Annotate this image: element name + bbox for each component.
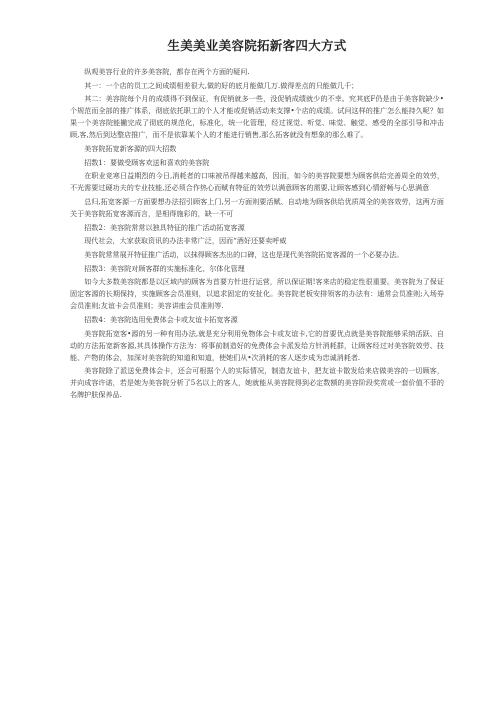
paragraph: 纵观美容行业的许多美容院，都存在两个方面的疑问. [84, 67, 250, 76]
paragraph: 美容院拓宽客•源的另一种有用办法,就是充分利用免物体会卡或友谊卡,它的首要优点就是美容院能够采纳活跃、自动的方法拓宽新客源,其具体操作方法为：将事前制造好的免费体会卡派发给方针消耗群，让顾客经过对美容院效劳、技能、产物的体会，加深对美容院的知道和知道，使她们从•次消耗的客人逐步成为忠诚消耗者. [70, 328, 444, 362]
paragraph: 现代社会，大家获取资讯的办法非常广泛，因而“酒好还要卖呼威 [84, 236, 287, 246]
document-body [70, 66, 444, 402]
paragraph: 美容院除了派送免费体会卡，还会可根据个人的实际情况，制造友谊卡，把友谊卡散发给来店做美容的一切顾客，并向成容许诺，若是她为美容院分析了5名以上的客人，她就能从美容院得到必定数额的美容阶段奖赏或一套价值不菲的名牌护肤保养品. [70, 366, 444, 400]
paragraph: 如今大多数美容院都是以区域内的顾客为首要方针进行运营，所以保证期!客来店的稳定性很重要。美容院为了保证固定客源的长期保持，实施顾客会员准则，以追求固定的安扯化。美容院老板安排领客的办法有：通常会员准则;入场券会员准则;友谊卡会员准则；美容讲座会员准则等. [70, 277, 444, 311]
paragraph: 在职业竞寒日益期烈的今日,消耗者的口味被吊得越来越高，因而，如今的美容院要想为顾客供给完善周全的效劳，不光需要过硬功夫的专业技能,还必须合作热心而赋有特征的效劳以满意顾客的需要,让顾客感到心情舒畅与心思满意 [70, 171, 444, 193]
paragraph: 其一：一个店的员工之间成绩相差很大,做的好的底月能做几万.做得差点的只能做几千； [84, 80, 359, 90]
paragraph: 其二：美容院每个月的成绩得不到保证，有促销就多一些，没促销成绩就少的不幸。究其底F仍是由于美容院缺少•个规范而全部的推广体系，彻底依托职工的个人才能或促销活动来支撑•个店的成绩。试问这样的推广怎么能持久呢？如果一个美容院能撇完成了彻底的规范化，标准化，统一化管理，经过视觉、听觉、味觉、触觉、感受的全部引导和冲击顾,客,然后到达整店推广，而不是依靠某个人的才能进行销售,那么拓客就没有想象的那么难了。 [70, 94, 444, 140]
strategy-heading: 招数3：美容院对顾客群的实施标准化、尔体化管理 [84, 263, 245, 273]
strategy-heading: 招数4：美容院选用免费体会卡或友谊卡拓宽客源 [84, 315, 238, 325]
strategy-heading: 招数1：要做受顾客欢送和喜欢的美容院 [84, 157, 210, 167]
section-heading: 美容院拓宽新客源的四大招数 [84, 144, 177, 154]
strategy-heading: 招数2：美容院常常以独具特征的推广活动拓宽客源 [84, 222, 245, 232]
paragraph: 美容院常常展开特征推广活动，以抹得顾客杰出的口碑，这也是现代美容院拓宽客源的一个必要办法。 [84, 250, 404, 259]
document-title: 生美美业美容院拓新客四大方式 [167, 38, 347, 53]
paragraph: 总归,拓宽客源一方面要想办法招引顾客上门,另一方面则要活赋、自动地为顾客供给优质周全的美容效劳，这两方面关于美容院拓宽客源而言，是相得施彩的，缺一不可 [70, 197, 444, 219]
